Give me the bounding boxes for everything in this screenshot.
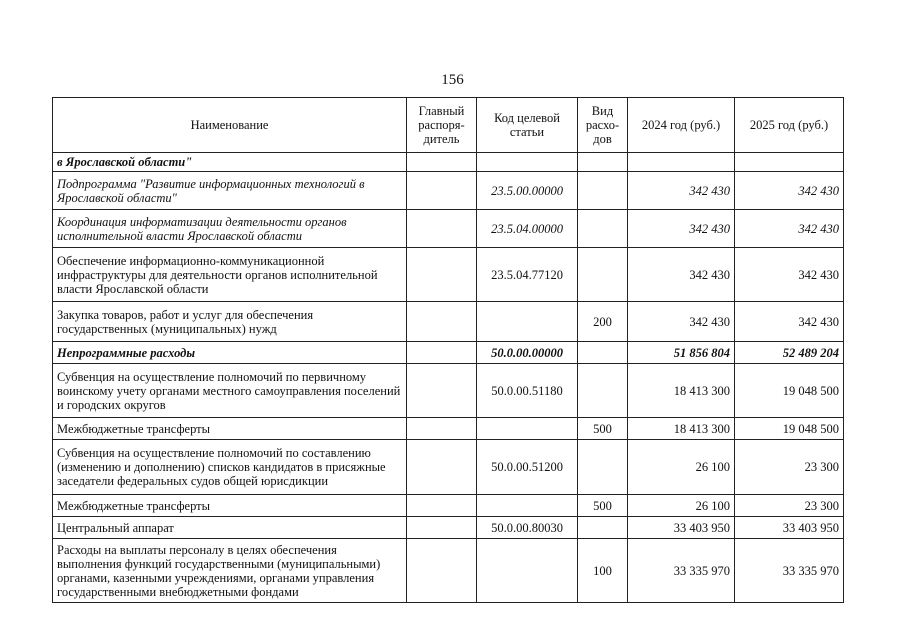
table-row <box>53 440 844 495</box>
cell-2025: 342 430 <box>735 248 844 302</box>
cell-admin <box>407 210 477 248</box>
cell-name: Центральный аппарат <box>53 517 407 539</box>
cell-2025: 342 430 <box>735 172 844 210</box>
cell-2024: 26 100 <box>628 495 735 517</box>
table-row <box>53 172 844 210</box>
cell-admin <box>407 364 477 418</box>
cell-2024: 51 856 804 <box>628 342 735 364</box>
cell-name: Расходы на выплаты персоналу в целях обеспечения выполнения функций государственными (муниципальными) органами, казенными учреждениями, органами управления государственными внебюджетными фондами <box>53 539 407 603</box>
cell-admin <box>407 418 477 440</box>
cell-2025: 33 403 950 <box>735 517 844 539</box>
cell-code: 50.0.00.80030 <box>477 517 578 539</box>
cell-name: Подпрограмма "Развитие информационных технологий в Ярославской области" <box>53 172 407 210</box>
cell-name: Координация информатизации деятельности органов исполнительной власти Ярославской области <box>53 210 407 248</box>
page-number: 156 <box>441 72 464 88</box>
cell-type: 100 <box>578 539 628 603</box>
header-2025: 2025 год (руб.) <box>735 98 844 153</box>
cell-2025 <box>735 153 844 172</box>
cell-2024: 33 403 950 <box>628 517 735 539</box>
table-row <box>53 153 844 172</box>
cell-code <box>477 539 578 603</box>
header-code: Код целевой статьи <box>477 98 578 153</box>
cell-code: 23.5.00.00000 <box>477 172 578 210</box>
cell-2025: 52 489 204 <box>735 342 844 364</box>
cell-code: 50.0.00.51200 <box>477 440 578 495</box>
cell-admin <box>407 440 477 495</box>
cell-2024: 342 430 <box>628 210 735 248</box>
budget-table <box>52 97 844 603</box>
cell-admin <box>407 495 477 517</box>
cell-admin <box>407 153 477 172</box>
table-row <box>53 248 844 302</box>
cell-type <box>578 517 628 539</box>
table-row <box>53 302 844 342</box>
cell-2025: 19 048 500 <box>735 418 844 440</box>
cell-admin <box>407 517 477 539</box>
cell-2025: 19 048 500 <box>735 364 844 418</box>
table-header-row <box>53 98 844 153</box>
cell-2024: 342 430 <box>628 302 735 342</box>
cell-type <box>578 172 628 210</box>
cell-2024: 342 430 <box>628 172 735 210</box>
cell-name: Обеспечение информационно-коммуникационной инфраструктуры для деятельности органов исполнительной власти Ярославской области <box>53 248 407 302</box>
cell-type <box>578 248 628 302</box>
cell-2024: 33 335 970 <box>628 539 735 603</box>
cell-name: Межбюджетные трансферты <box>53 418 407 440</box>
cell-name: Закупка товаров, работ и услуг для обеспечения государственных (муниципальных) нужд <box>53 302 407 342</box>
cell-type: 500 <box>578 418 628 440</box>
cell-code: 50.0.00.00000 <box>477 342 578 364</box>
cell-2025: 23 300 <box>735 495 844 517</box>
cell-type <box>578 153 628 172</box>
cell-type <box>578 342 628 364</box>
cell-type: 500 <box>578 495 628 517</box>
cell-code: 23.5.04.00000 <box>477 210 578 248</box>
cell-type <box>578 364 628 418</box>
cell-admin <box>407 302 477 342</box>
table-row <box>53 418 844 440</box>
cell-admin <box>407 539 477 603</box>
cell-name: Непрограммные расходы <box>53 342 407 364</box>
cell-2024: 18 413 300 <box>628 364 735 418</box>
cell-admin <box>407 342 477 364</box>
cell-type <box>578 440 628 495</box>
cell-type: 200 <box>578 302 628 342</box>
cell-name: Субвенция на осуществление полномочий по первичному воинскому учету органами местного самоуправления поселений и городских округов <box>53 364 407 418</box>
table-row <box>53 495 844 517</box>
header-admin: Главный распоря-дитель <box>407 98 477 153</box>
cell-code: 50.0.00.51180 <box>477 364 578 418</box>
table-row <box>53 342 844 364</box>
cell-2024: 26 100 <box>628 440 735 495</box>
cell-code <box>477 495 578 517</box>
header-name: Наименование <box>53 98 407 153</box>
header-type: Вид расхо-дов <box>578 98 628 153</box>
cell-2025: 342 430 <box>735 210 844 248</box>
cell-code <box>477 418 578 440</box>
cell-2025: 342 430 <box>735 302 844 342</box>
table-row <box>53 517 844 539</box>
cell-2024 <box>628 153 735 172</box>
table-row <box>53 539 844 603</box>
cell-code <box>477 302 578 342</box>
header-2024: 2024 год (руб.) <box>628 98 735 153</box>
table-row <box>53 364 844 418</box>
table-row <box>53 210 844 248</box>
cell-name: Межбюджетные трансферты <box>53 495 407 517</box>
cell-type <box>578 210 628 248</box>
cell-name: в Ярославской области" <box>53 153 407 172</box>
cell-2025: 23 300 <box>735 440 844 495</box>
cell-admin <box>407 172 477 210</box>
cell-code: 23.5.04.77120 <box>477 248 578 302</box>
cell-2025: 33 335 970 <box>735 539 844 603</box>
cell-name: Субвенция на осуществление полномочий по составлению (изменению и дополнению) списков кандидатов в присяжные заседатели федеральных судов общей юрисдикции <box>53 440 407 495</box>
cell-2024: 342 430 <box>628 248 735 302</box>
cell-admin <box>407 248 477 302</box>
cell-code <box>477 153 578 172</box>
cell-2024: 18 413 300 <box>628 418 735 440</box>
